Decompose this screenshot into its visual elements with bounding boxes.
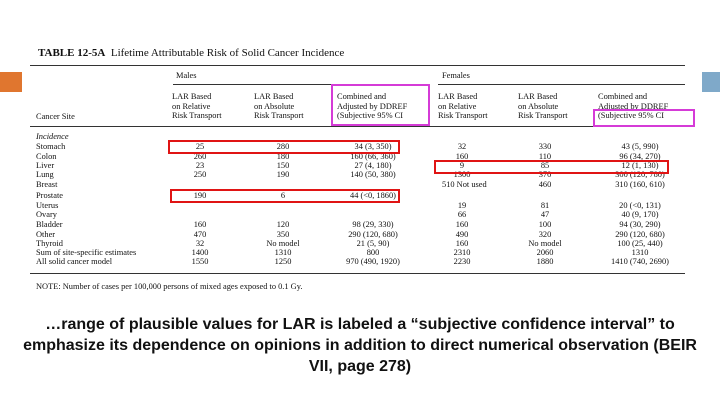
table-cell: 34 (3, 350) — [354, 142, 392, 151]
table-cell: 190 — [276, 170, 290, 179]
table-cell: 160 (66, 360) — [350, 152, 396, 161]
table-cell: 85 — [540, 161, 550, 170]
col-header-m-abs: LAR Based on Absolute Risk Transport — [254, 92, 304, 121]
table-row-site: Ovary — [36, 210, 57, 219]
table-cell: 32 — [457, 142, 467, 151]
table-cell: 510 Not used — [442, 180, 487, 189]
table-cell: 160 — [193, 220, 207, 229]
table-cell: 320 — [538, 230, 552, 239]
table-row-site: Stomach — [36, 142, 66, 151]
table-cell: 12 (1, 130) — [621, 161, 659, 170]
table-cell: 460 — [538, 180, 552, 189]
table-cell: 25 — [195, 142, 205, 151]
females-rule — [438, 84, 685, 85]
table-cell: 47 — [540, 210, 550, 219]
table-row-site: Lung — [36, 170, 54, 179]
table-note: NOTE: Number of cases per 100,000 persons of mixed ages exposed to 0.1 Gy. — [36, 282, 303, 291]
group-males: Males — [176, 71, 197, 80]
col-header-m-rel: LAR Based on Relative Risk Transport — [172, 92, 222, 121]
table-cell: 1250 — [274, 257, 292, 266]
table-cell: 300 (120, 780) — [615, 170, 665, 179]
table-cell: 20 (<0, 131) — [619, 201, 661, 210]
table-cell: 350 — [276, 230, 290, 239]
table-cell: 43 (5, 990) — [621, 142, 659, 151]
table-cell: 160 — [455, 152, 469, 161]
table-cell: 150 — [276, 161, 290, 170]
table-row-site: Thyroid — [36, 239, 63, 248]
table-cell: 9 — [459, 161, 465, 170]
table-cell: 23 — [195, 161, 205, 170]
slide-caption: …range of plausible values for LAR is labeled a “subjective confidence interval” to emphasize its dependence on opinions in addition to direct numerical observation (BEIR VII, page 278) — [23, 316, 697, 375]
table-cell: 290 (120, 680) — [348, 230, 398, 239]
header-rule — [30, 126, 685, 127]
table-cell: 110 — [538, 152, 552, 161]
table-cell: 2060 — [536, 248, 554, 257]
table-cell: 32 — [195, 239, 205, 248]
orange-accent-block — [0, 72, 22, 92]
table-cell: 100 — [538, 220, 552, 229]
blue-accent-block — [702, 72, 720, 92]
col-header-f-rel: LAR Based on Relative Risk Transport — [438, 92, 488, 121]
table-cell: 180 — [276, 152, 290, 161]
table-cell: 330 — [538, 142, 552, 151]
table-cell: 1310 — [631, 248, 649, 257]
table-cell: 800 — [366, 248, 380, 257]
table-row-site: Uterus — [36, 201, 59, 210]
table-cell: No model — [266, 239, 300, 248]
table-cell: 1300 — [453, 170, 471, 179]
highlight-female-ci-header — [593, 109, 695, 127]
table-title — [38, 47, 344, 59]
section-label: Incidence — [36, 132, 69, 141]
table-cell: 1880 — [536, 257, 554, 266]
table-cell: 21 (5, 90) — [356, 239, 390, 248]
table-number: TABLE 12-5A — [38, 47, 106, 59]
table-cell: 44 (<0, 1860) — [350, 191, 396, 200]
table-cell: 1310 — [274, 248, 292, 257]
highlight-male-ci-header — [331, 84, 430, 126]
table-cell: 280 — [276, 142, 290, 151]
table-cell: 2310 — [453, 248, 471, 257]
table-cell: 81 — [540, 201, 550, 210]
table-cell: 470 — [193, 230, 207, 239]
table-row-site: Sum of site-specific estimates — [36, 248, 137, 257]
table-cell: No model — [528, 239, 562, 248]
table-cell: 120 — [276, 220, 290, 229]
top-rule — [30, 65, 685, 66]
table-cell: 1410 (740, 2690) — [611, 257, 669, 266]
group-females: Females — [442, 71, 470, 80]
table-cell: 96 (34, 270) — [619, 152, 661, 161]
col-header-f-abs: LAR Based on Absolute Risk Transport — [518, 92, 568, 121]
table-cell: 1550 — [191, 257, 209, 266]
table-row-site: Prostate — [36, 191, 63, 200]
bottom-rule — [30, 273, 685, 274]
table-cell: 250 — [193, 170, 207, 179]
col-header-f-comb: Combined and Adjusted by DDREF (Subjective 95% CI — [598, 92, 669, 121]
table-row-site: Breast — [36, 180, 58, 189]
highlight-male-prostate — [170, 189, 400, 203]
table-cell: 6 — [280, 191, 286, 200]
table-cell: 160 — [455, 220, 469, 229]
table-cell: 19 — [457, 201, 467, 210]
table-cell: 290 (120, 680) — [615, 230, 665, 239]
table-row-site: Other — [36, 230, 56, 239]
table-cell: 190 — [193, 191, 207, 200]
table-title-text: Lifetime Attributable Risk of Solid Cancer Incidence — [110, 47, 345, 59]
table-cell: 310 (160, 610) — [615, 180, 665, 189]
highlight-male-stomach — [168, 140, 400, 154]
table-cell: 140 (50, 380) — [350, 170, 396, 179]
highlight-female-liver — [434, 160, 669, 174]
table-cell: 98 (29, 330) — [352, 220, 394, 229]
table-cell: 490 — [455, 230, 469, 239]
table-cell: 370 — [538, 170, 552, 179]
table-cell: 1400 — [191, 248, 209, 257]
col-header-m-comb: Combined and Adjusted by DDREF (Subjective 95% CI — [337, 92, 408, 121]
table-cell: 970 (490, 1920) — [346, 257, 400, 266]
table-cell: 100 (25, 440) — [617, 239, 663, 248]
table-cell: 66 — [457, 210, 467, 219]
table-cell: 160 — [455, 239, 469, 248]
table-row-site: Bladder — [36, 220, 63, 229]
table-cell: 2230 — [453, 257, 471, 266]
table-row-site: Liver — [36, 161, 55, 170]
table-cell: 40 (9, 170) — [621, 210, 659, 219]
table-scan — [30, 40, 685, 298]
table-cell: 260 — [193, 152, 207, 161]
table-row-site: All solid cancer model — [36, 257, 113, 266]
table-cell: 27 (4, 180) — [354, 161, 392, 170]
col-header-site: Cancer Site — [36, 112, 75, 121]
table-cell: 94 (30, 290) — [619, 220, 661, 229]
table-row-site: Colon — [36, 152, 57, 161]
